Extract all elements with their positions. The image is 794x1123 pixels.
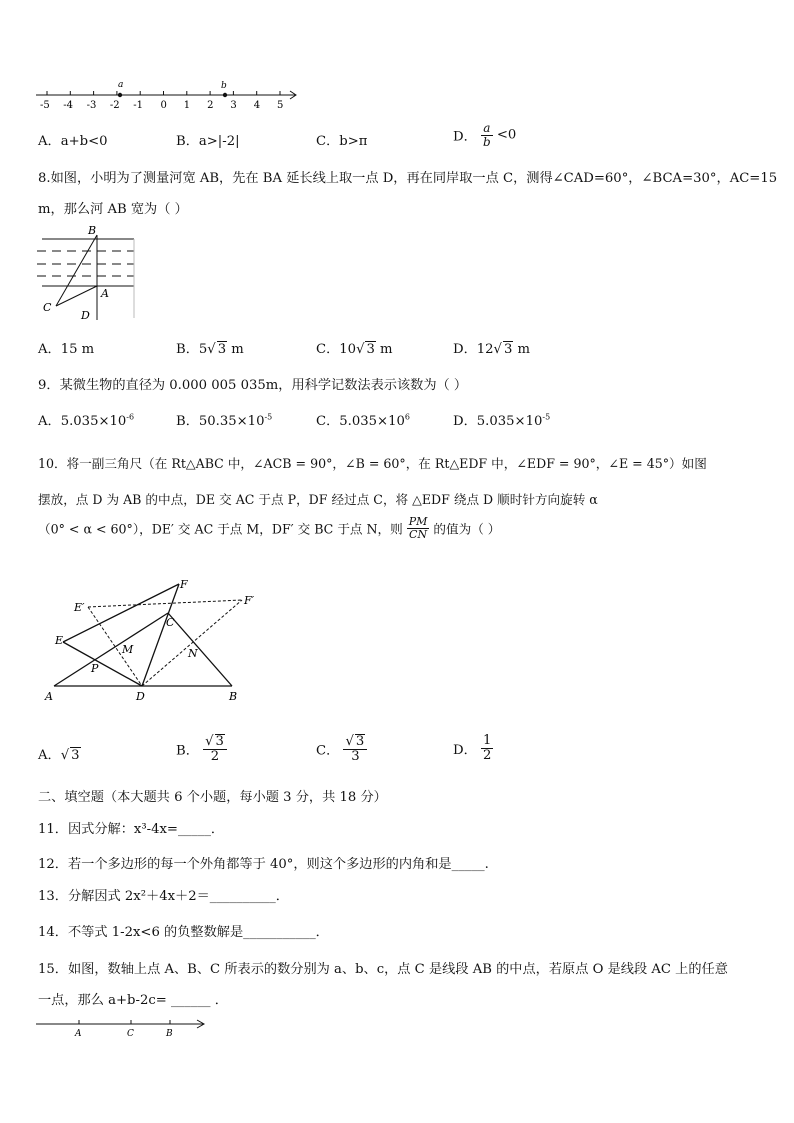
fig10-label-n: N: [188, 647, 198, 660]
q12-text: 12．若一个多边形的每一个外角都等于 40°，则这个多边形的内角和是_____.: [38, 857, 489, 872]
fig10-label-a: A: [45, 690, 53, 703]
section-fill-in-heading: 二、填空题（本大题共 6 个小题，每小题 3 分，共 18 分）: [38, 790, 387, 805]
q7-option-b: B．a>|-2|: [176, 134, 240, 149]
q15-stem-line1: 15．如图，数轴上点 A、B、C 所表示的数分别为 a、b、c，点 C 是线段 AB 的中点，若原点 O 是线段 AC 上的任意: [38, 962, 728, 977]
fig10-label-f: F: [180, 578, 188, 591]
fig10-label-e-prime: E′: [74, 601, 85, 614]
q8-option-c: C．10√ 3 m: [316, 342, 393, 357]
fig10-label-b: B: [229, 690, 238, 703]
q9-option-a: A．$5.035\times 10^{-6}$: [38, 412, 135, 429]
tick-label: -2: [109, 100, 120, 111]
q8-stem-line1: 8.如图，小明为了测量河宽 AB，先在 BA 延长线上取一点 D，再在同岸取一点 C，测得∠CAD=60°，∠BCA=30°，AC=15: [38, 171, 778, 186]
fig10-label-f-prime: F′: [244, 594, 255, 607]
tick-label: 2: [207, 100, 214, 111]
q8-option-a: A．15 m: [38, 342, 95, 357]
q15-stem-line2: 一点，那么 a+b-2c= ______ ．: [38, 993, 228, 1008]
number-line-figure: [36, 78, 300, 112]
fig10-label-d: D: [136, 690, 145, 703]
tick-label: 1: [183, 100, 191, 111]
fig10-label-c: C: [166, 616, 175, 629]
point-b-label: b: [221, 81, 227, 91]
q8-option-b: B．5√ 3 m: [176, 342, 244, 357]
q7-option-a: A．a+b<0: [38, 134, 108, 149]
nl-label-b: B: [166, 1029, 173, 1039]
q7-d-numerator: a: [481, 122, 493, 136]
q7-option-c: C．b>π: [316, 134, 368, 149]
q7-d-denominator: b: [482, 134, 491, 149]
point-a-label: a: [118, 80, 124, 90]
q10-stem-line1: 10．将一副三角尺（在 Rt△ABC 中，∠ACB = 90°，∠B = 60°，在 Rt△EDF 中，∠EDF = 90°，∠E = 45°）如图: [38, 456, 707, 471]
q10-option-a: A．√ 3: [38, 748, 80, 763]
fig10-label-m: M: [122, 643, 134, 656]
tick-label: 5: [277, 100, 284, 111]
nl-label-a: A: [75, 1029, 82, 1039]
tick-label: -3: [86, 100, 97, 111]
tick-label: 0: [160, 100, 167, 111]
q10-option-d: D． $\frac{1}{2}$: [453, 733, 492, 763]
q10-stem-line3: （0° < α < 60°），DE′ 交 AC 于点 M，DF′ 交 BC 于点 N，则 $\frac{PM}{CN}$ 的值为（ ）: [38, 515, 501, 541]
tick-label: -5: [40, 100, 50, 111]
fig8-label-a: A: [101, 287, 109, 300]
triangle-rotation-figure: [38, 576, 268, 708]
fig10-label-p: P: [91, 662, 99, 675]
q7-option-d: D． $\frac{a}{b}$ <0: [453, 121, 517, 149]
q9-option-c: C．$5.035\times 10^6$: [316, 412, 410, 429]
q10-stem-line2: 摆放，点 D 为 AB 的中点，DE 交 AC 于点 P，DF 经过点 C，将 △EDF 绕点 D 顺时针方向旋转 α: [38, 492, 598, 507]
tick-label: -1: [133, 100, 143, 111]
river-figure: [34, 222, 138, 322]
q8-option-d: D．12√ 3 m: [453, 342, 531, 357]
q10-option-b: B． $\frac{√ 3}{2}$: [176, 734, 227, 764]
q13-text: 13．分解因式 2x²＋4x＋2＝__________．: [38, 889, 289, 904]
q9-option-d: D．$5.035\times 10^{-5}$: [453, 412, 551, 429]
fig8-label-b: B: [88, 224, 97, 237]
q14-text: 14．不等式 1-2x<6 的负整数解是___________．: [38, 925, 329, 940]
tick-label: -4: [63, 100, 74, 111]
q9-option-b: B．$50.35\times 10^{-5}$: [176, 412, 273, 429]
fig8-label-c: C: [43, 301, 52, 314]
fig8-label-d: D: [81, 309, 90, 322]
q8-stem-line2: m，那么河 AB 宽为（ ）: [38, 202, 188, 217]
number-line-abc-figure: [36, 1016, 208, 1040]
fig10-label-e: E: [55, 634, 64, 647]
tick-label: 4: [253, 100, 261, 111]
nl-label-c: C: [127, 1029, 134, 1039]
tick-label: 3: [230, 100, 237, 111]
q10-option-c: C． $\frac{√ 3}{3}$: [316, 734, 367, 764]
q11-text: 11．因式分解：x³-4x=_____．: [38, 822, 225, 837]
q9-stem: 9．某微生物的直径为 0.000 005 035m，用科学记数法表示该数为（ ）: [38, 378, 468, 393]
